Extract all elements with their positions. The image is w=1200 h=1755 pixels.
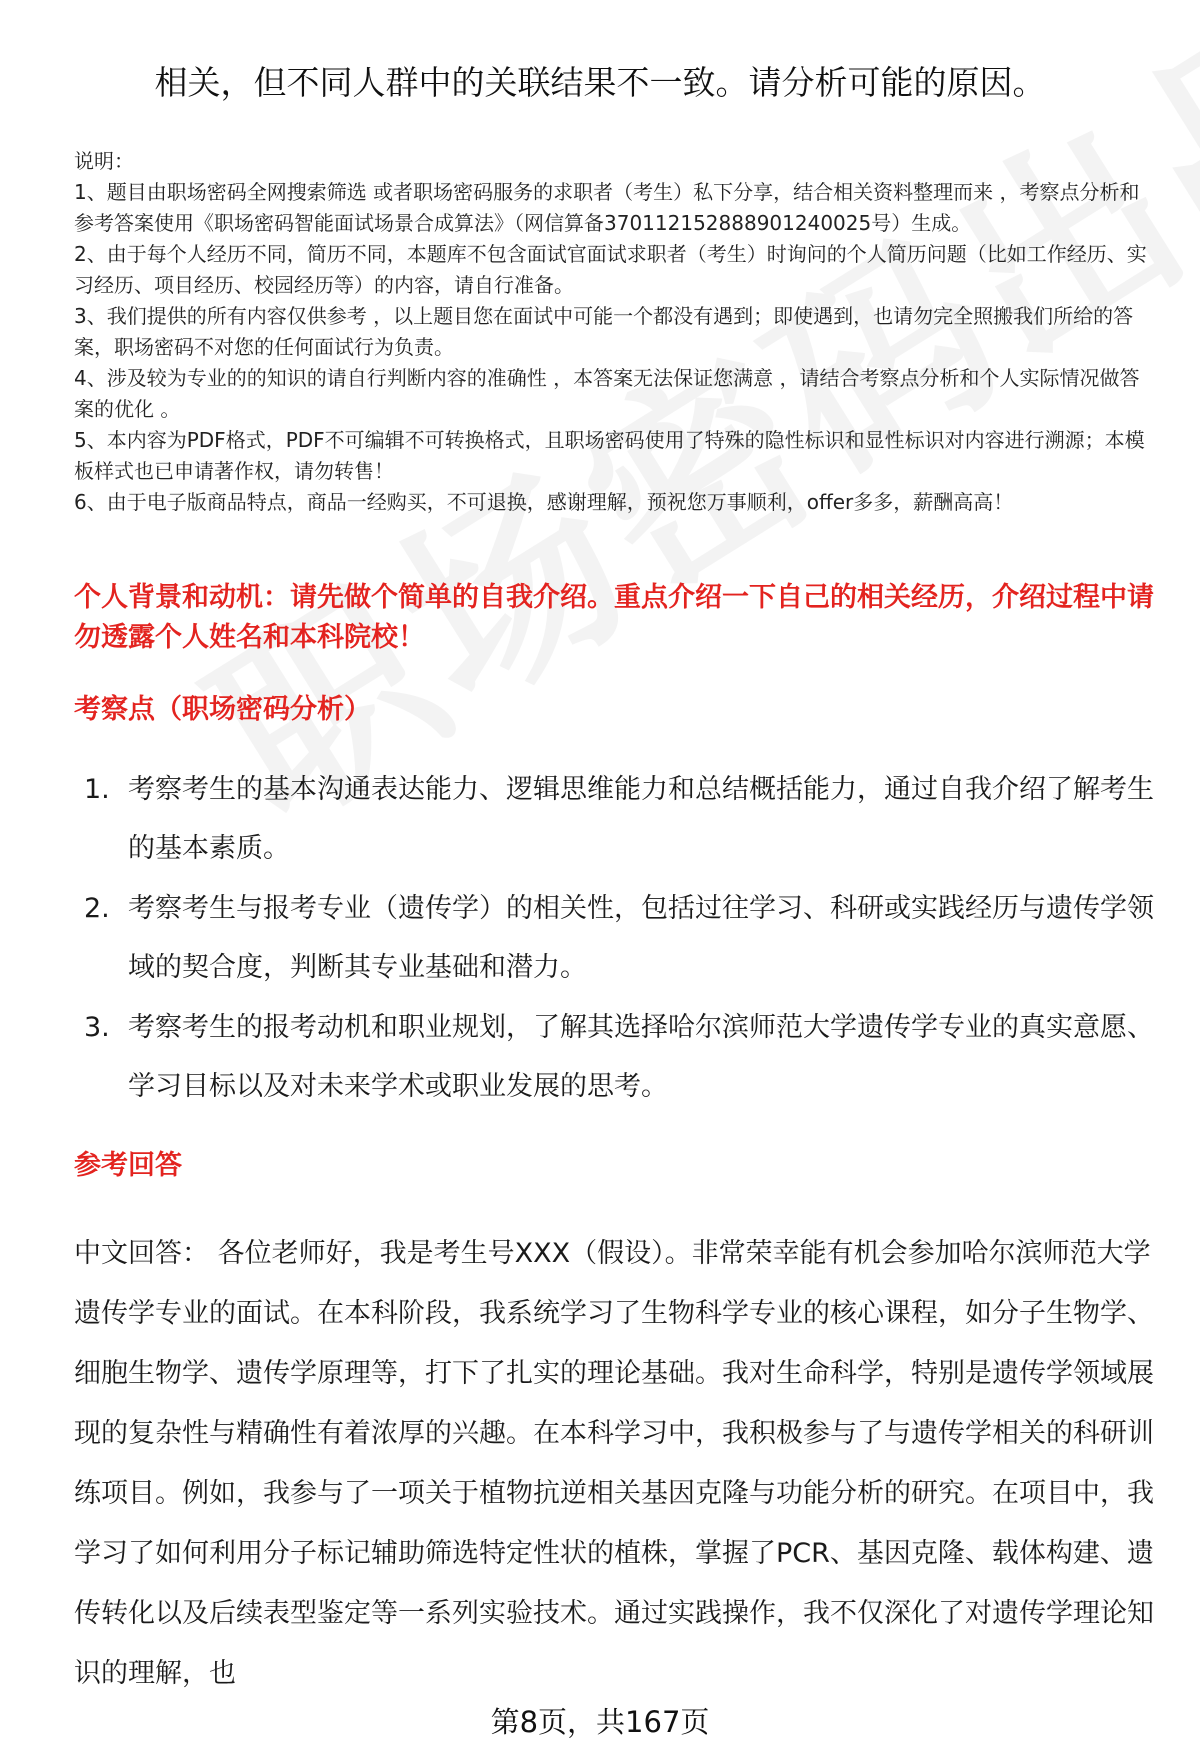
page-number: 第8页，共167页 [490,1705,710,1739]
analysis-item-text: 考察考生的基本沟通表达能力、逻辑思维能力和总结概括能力，通过自我介绍了解考生的基本素质。 [128,774,1154,864]
analysis-item [74,760,1154,878]
note-item: 4、涉及较为专业的的知识的请自行判断内容的准确性 ，本答案无法保证您满意 ，请结合考察点分析和个人实际情况做答案的优化 。 [74,366,1140,421]
analysis-item [74,879,1154,997]
reference-answer-text: 中文回答： 各位老师好，我是考生号XXX（假设）。非常荣幸能有机会参加哈尔滨师范大学遗传学专业的面试。在本科阶段，我系统学习了生物科学专业的核心课程，如分子生物学、细胞生物学、遗传学原理等，打下了扎实的理论基础。我对生命科学，特别是遗传学领域展现的复杂性与精确性有着浓厚的兴趣。在本科学习中，我积极参与了与遗传学相关的科研训练项目。例如，我参与了一项关于植物抗逆相关基因克隆与功能分析的研究。在项目中，我学习了如何利用分子标记辅助筛选特定性状的植株，掌握了PCR、基因克隆、载体构建、遗传转化以及后续表型鉴定等一系列实验技术。通过实践操作，我不仅深化了对遗传学理论知识的理解，也 [74,1238,1154,1689]
question-continuation: 相关，但不同人群中的关联结果不一致。请分析可能的原因。 [154,63,1046,102]
analysis-list [74,760,1154,1117]
analysis-heading: 考察点（职场密码分析） [74,694,371,725]
question-heading: 个人背景和动机：请先做个简单的自我介绍。重点介绍一下自己的相关经历，介绍过程中请勿透露个人姓名和本科院校！ [74,582,1154,653]
analysis-item-text: 考察考生的报考动机和职业规划，了解其选择哈尔滨师范大学遗传学专业的真实意愿、学习目标以及对未来学术或职业发展的思考。 [128,1012,1154,1102]
analysis-item-number: 2. [84,893,110,924]
analysis-item [74,998,1154,1116]
analysis-item-number: 1. [84,774,110,805]
notes-heading: 说明： [74,149,134,173]
note-item: 1、题目由职场密码全网搜索筛选 或者职场密码服务的求职者（考生）私下分享，结合相关资料整理而来 ，考察点分析和参考答案使用《职场密码智能面试场景合成算法》（网信算备370112152888901240025号）生成。 [74,180,1140,235]
note-item: 5、本内容为PDF格式，PDF不可编辑不可转换格式，且职场密码使用了特殊的隐性标识和显性标识对内容进行溯源；本模板样式也已申请著作权，请勿转售！ [74,428,1145,483]
analysis-item-number: 3. [84,1012,110,1043]
reference-answer-heading: 参考回答 [74,1150,182,1181]
note-item: 3、我们提供的所有内容仅供参考 ，以上题目您在面试中可能一个都没有遇到；即使遇到，也请勿完全照搬我们所给的答案，职场密码不对您的任何面试行为负责。 [74,304,1134,359]
notes-block [74,146,1154,518]
analysis-item-text: 考察考生与报考专业（遗传学）的相关性，包括过往学习、科研或实践经历与遗传学领域的契合度，判断其专业基础和潜力。 [128,893,1154,983]
note-item: 6、由于电子版商品特点，商品一经购买，不可退换，感谢理解，预祝您万事顺利，offer多多，薪酬高高！ [74,490,1014,514]
note-item: 2、由于每个人经历不同，简历不同，本题库不包含面试官面试求职者（考生）时询问的个人简历问题（比如工作经历、实习经历、项目经历、校园经历等）的内容，请自行准备。 [74,242,1147,297]
